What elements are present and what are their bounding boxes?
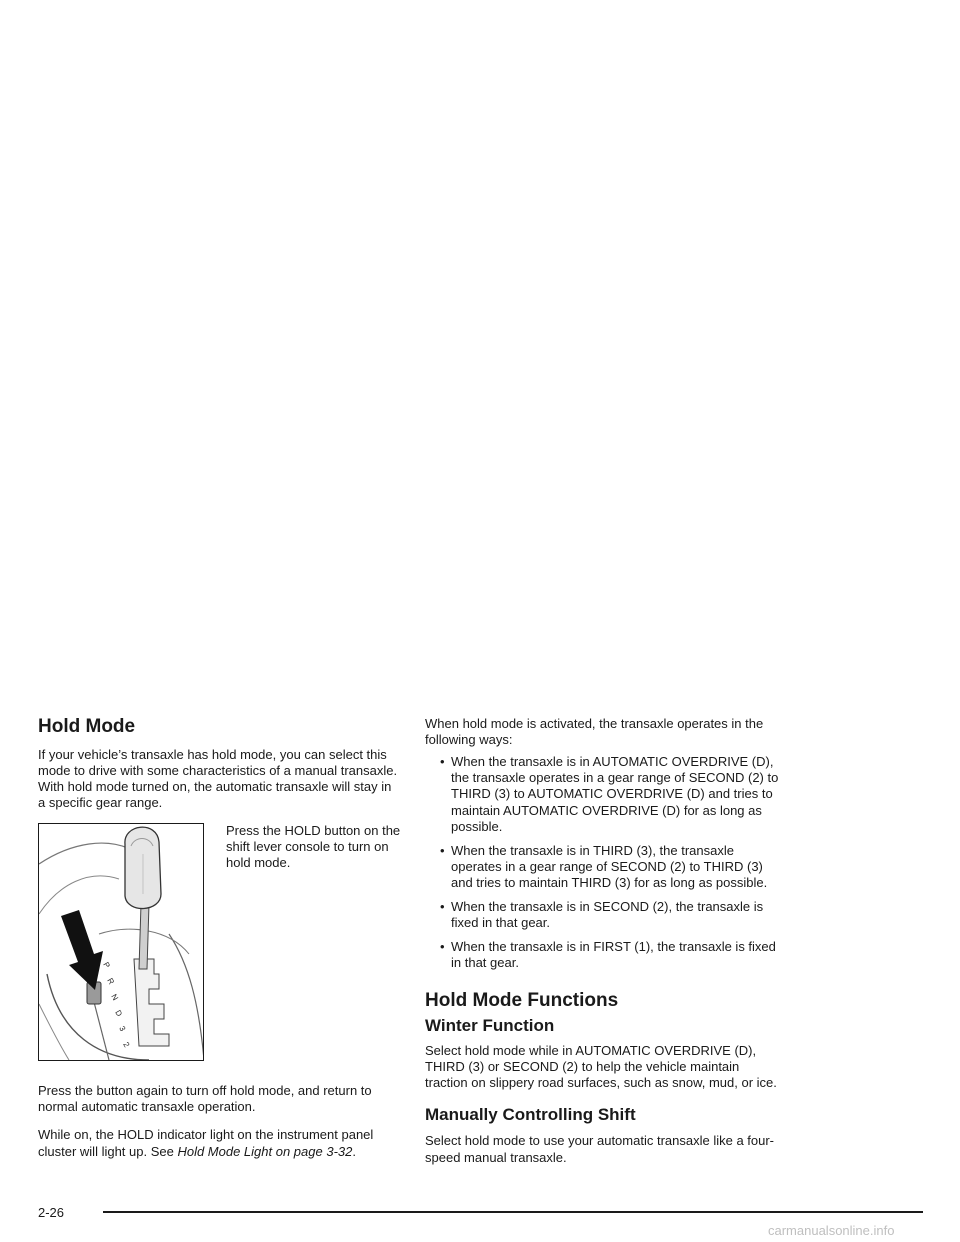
section-heading-hold-mode: Hold Mode (38, 716, 136, 737)
bullet-icon: • (440, 939, 445, 955)
left-column (38, 716, 401, 1172)
footer-rule (103, 1211, 923, 1213)
svg-text:3: 3 (117, 1024, 128, 1034)
svg-text:D: D (113, 1008, 124, 1019)
figure-caption: Press the HOLD button on the shift lever console to turn on hold mode. (226, 823, 401, 871)
list-item-text: When the transaxle is in FIRST (1), the transaxle is fixed in that gear. (451, 939, 776, 971)
shift-lever-illustration (38, 823, 204, 1061)
hold-mode-off-text: Press the button again to turn off hold mode, and return to normal automatic transaxle operation. (38, 1083, 372, 1115)
list-item-text: When the transaxle is in SECOND (2), the transaxle is fixed in that gear. (451, 899, 764, 931)
bullet-icon: • (440, 754, 445, 770)
list-item (425, 899, 785, 931)
list-item (425, 939, 785, 971)
hold-mode-intro: If your vehicle’s transaxle has hold mode, you can select this mode to drive with some characteristics of a manual transaxle. With hold mode turned on, the automatic transaxle will stay in a specific gear range. (38, 746, 398, 811)
hold-mode-light-reference[interactable]: Hold Mode Light on page 3-32 (177, 1143, 353, 1159)
right-column (425, 716, 785, 1178)
svg-text:N: N (109, 992, 120, 1003)
watermark[interactable]: carmanualsonline.info (768, 1223, 895, 1238)
svg-text:2: 2 (121, 1040, 132, 1050)
list-item-text: When the transaxle is in AUTOMATIC OVERDRIVE (D), the transaxle operates in a gear range of SECOND (2) to THIRD (3) to AUTOMATIC OVERDRIVE (D) and tries to maintain AUTOMATIC OVERDRIVE (D) for as long as possible. (451, 754, 779, 834)
subheading-winter-function: Winter Function (425, 1016, 555, 1036)
manually-controlling-shift-text: Select hold mode to use your automatic transaxle like a four-speed manual transaxle. (425, 1133, 775, 1165)
bullet-icon: • (440, 842, 445, 858)
hold-mode-activated-intro: When hold mode is activated, the transaxle operates in the following ways: (425, 716, 764, 748)
hold-mode-bullet-list (425, 754, 785, 971)
bullet-icon: • (440, 899, 445, 915)
list-item (425, 843, 785, 891)
subheading-manually-controlling-shift: Manually Controlling Shift (425, 1105, 636, 1125)
svg-text:R: R (105, 976, 116, 987)
list-item (425, 754, 785, 835)
hold-indicator-text-end: . (352, 1143, 356, 1159)
hold-indicator-text-start: While on, the HOLD indicator light on the instrument panel cluster will light up. See (38, 1127, 374, 1159)
svg-text:P: P (101, 960, 112, 970)
shift-console-drawing (39, 824, 204, 1061)
section-heading-hold-mode-functions: Hold Mode Functions (425, 989, 619, 1011)
figure-row (38, 823, 401, 1069)
hold-indicator-text (38, 1127, 398, 1159)
list-item-text: When the transaxle is in THIRD (3), the transaxle operates in a gear range of SECOND (2) to THIRD (3) and tries to maintain THIRD (3) for as long as possible. (451, 842, 768, 890)
page-number: 2-26 (38, 1205, 65, 1220)
winter-function-text: Select hold mode while in AUTOMATIC OVERDRIVE (D), THIRD (3) or SECOND (2) to help the vehicle maintain traction on slippery road surfaces, such as snow, mud, or ice. (425, 1042, 777, 1090)
